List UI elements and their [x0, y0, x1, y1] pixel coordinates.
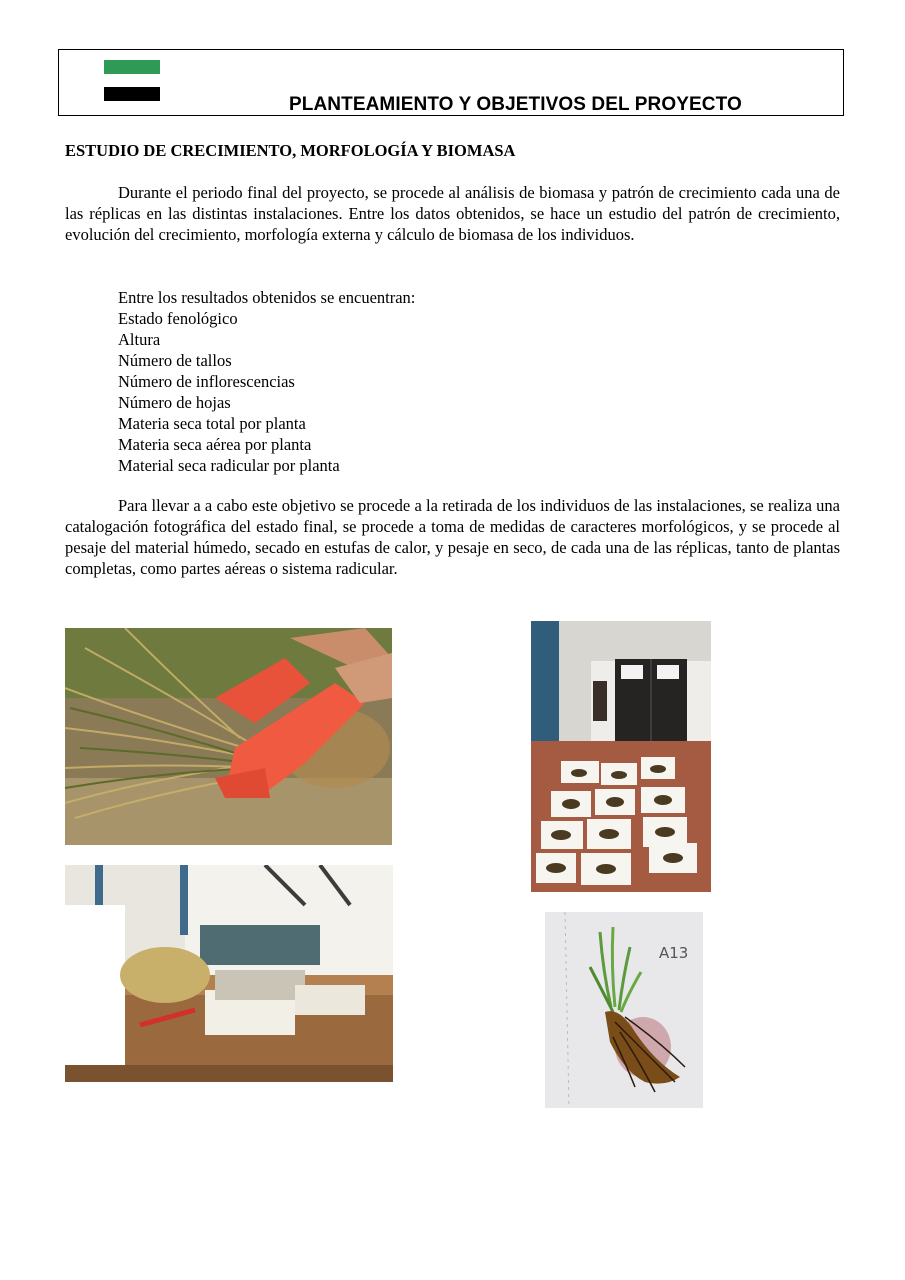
list-item: Número de tallos [118, 351, 232, 370]
method-paragraph: Para llevar a a cabo este objetivo se procede a la retirada de los individuos de las instalaciones, se realiza una catalogación fotográfica del estado final, se procede a toma de medidas de caracteres morfológicos, y se procede al pesaje del material húmedo, secado en estufas de calor, y pesaje en seco, de cada una de las réplicas, tanto de plantas completas, como partes aéreas o sistema radicular. [65, 496, 840, 578]
page-header [58, 49, 844, 116]
photo-lab-weighing [65, 865, 393, 1082]
results-intro: Entre los resultados obtenidos se encuentran: [118, 288, 416, 307]
list-item: Número de inflorescencias [118, 372, 295, 391]
photo-plant-extraction [65, 628, 392, 845]
results-list [118, 287, 415, 476]
list-item: Material seca radicular por planta [118, 456, 340, 475]
page-title: PLANTEAMIENTO Y OBJETIVOS DEL PROYECTO [289, 94, 742, 115]
sample-label: A13 [659, 944, 689, 962]
list-item: Materia seca aérea por planta [118, 435, 312, 454]
flag-black-stripe [104, 87, 160, 101]
list-item: Altura [118, 330, 161, 349]
list-item: Estado fenológico [118, 309, 238, 328]
photo-plant-sample [545, 912, 703, 1108]
photo-samples-room [531, 621, 711, 892]
flag-white-stripe [104, 74, 160, 87]
list-item: Número de hojas [118, 393, 231, 412]
intro-paragraph: Durante el periodo final del proyecto, se procede al análisis de biomasa y patrón de crecimiento cada una de las réplicas en las distintas instalaciones. Entre los datos obtenidos, se hace un estudio del patrón de crecimiento, evolución del crecimiento, morfología externa y cálculo de biomasa de los individuos. [65, 183, 840, 244]
list-item: Materia seca total por planta [118, 414, 306, 433]
flag-green-stripe [104, 60, 160, 74]
section-title: ESTUDIO DE CRECIMIENTO, MORFOLOGÍA Y BIOMASA [65, 141, 516, 160]
